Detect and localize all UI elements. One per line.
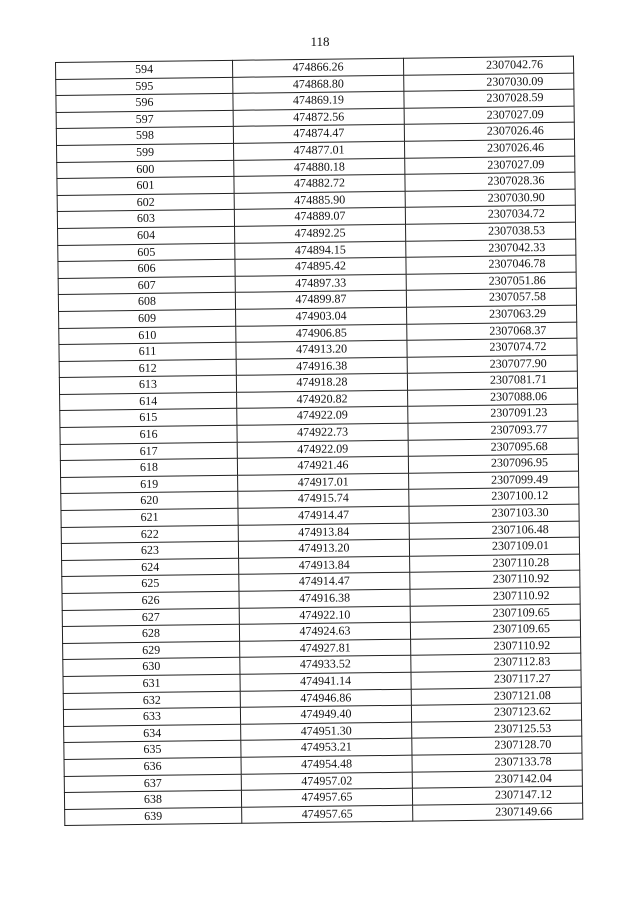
point-number-cell: 635 xyxy=(64,741,241,760)
y-coordinate-cell: 2307026.46 xyxy=(404,123,574,142)
y-coordinate-cell: 2307147.12 xyxy=(412,786,582,805)
point-number-cell: 603 xyxy=(57,210,234,229)
y-coordinate-cell: 2307109.01 xyxy=(409,537,579,556)
y-coordinate-cell: 2307081.71 xyxy=(407,371,577,390)
y-coordinate-cell: 2307110.92 xyxy=(410,587,580,606)
x-coordinate-cell: 474914.47 xyxy=(239,573,410,592)
point-number-cell: 631 xyxy=(63,674,240,693)
x-coordinate-cell: 474949.40 xyxy=(240,705,411,724)
y-coordinate-cell: 2307095.68 xyxy=(408,438,578,457)
y-coordinate-cell: 2307117.27 xyxy=(411,670,581,689)
y-coordinate-cell: 2307034.72 xyxy=(405,205,575,224)
y-coordinate-cell: 2307110.28 xyxy=(410,554,580,573)
y-coordinate-cell: 2307026.46 xyxy=(404,139,574,158)
x-coordinate-cell: 474872.56 xyxy=(233,108,404,127)
x-coordinate-cell: 474882.72 xyxy=(234,174,405,193)
x-coordinate-cell: 474885.90 xyxy=(234,191,405,210)
y-coordinate-cell: 2307103.30 xyxy=(409,504,579,523)
y-coordinate-cell: 2307100.12 xyxy=(409,488,579,507)
x-coordinate-cell: 474914.47 xyxy=(238,506,409,525)
point-number-cell: 613 xyxy=(59,376,236,395)
point-number-cell: 597 xyxy=(56,110,233,129)
y-coordinate-cell: 2307074.72 xyxy=(407,338,577,357)
x-coordinate-cell: 474924.63 xyxy=(239,622,410,641)
y-coordinate-cell: 2307030.09 xyxy=(404,73,574,92)
y-coordinate-cell: 2307112.83 xyxy=(411,653,581,672)
point-number-cell: 624 xyxy=(62,558,239,577)
x-coordinate-cell: 474877.01 xyxy=(234,141,405,160)
x-coordinate-cell: 474868.80 xyxy=(233,75,404,94)
point-number-cell: 612 xyxy=(59,359,236,378)
x-coordinate-cell: 474913.84 xyxy=(238,523,409,542)
point-number-cell: 594 xyxy=(56,60,233,79)
point-number-cell: 621 xyxy=(61,508,238,527)
x-coordinate-cell: 474880.18 xyxy=(234,158,405,177)
x-coordinate-cell: 474915.74 xyxy=(238,490,409,509)
point-number-cell: 595 xyxy=(56,77,233,96)
point-number-cell: 607 xyxy=(58,276,235,295)
point-number-cell: 638 xyxy=(64,790,241,809)
point-number-cell: 610 xyxy=(59,326,236,345)
point-number-cell: 605 xyxy=(58,243,235,262)
x-coordinate-cell: 474922.10 xyxy=(239,606,410,625)
x-coordinate-cell: 474913.20 xyxy=(236,340,407,359)
point-number-cell: 629 xyxy=(63,641,240,660)
x-coordinate-cell: 474951.30 xyxy=(241,722,412,741)
x-coordinate-cell: 474918.28 xyxy=(236,374,407,393)
x-coordinate-cell: 474917.01 xyxy=(238,473,409,492)
y-coordinate-cell: 2307077.90 xyxy=(407,355,577,374)
y-coordinate-cell: 2307133.78 xyxy=(412,753,582,772)
x-coordinate-cell: 474954.48 xyxy=(241,755,412,774)
point-number-cell: 617 xyxy=(60,442,237,461)
point-number-cell: 622 xyxy=(61,525,238,544)
point-number-cell: 616 xyxy=(60,425,237,444)
point-number-cell: 614 xyxy=(60,392,237,411)
x-coordinate-cell: 474916.38 xyxy=(236,357,407,376)
y-coordinate-cell: 2307030.90 xyxy=(405,189,575,208)
x-coordinate-cell: 474957.65 xyxy=(241,788,412,807)
y-coordinate-cell: 2307125.53 xyxy=(412,720,582,739)
x-coordinate-cell: 474922.09 xyxy=(237,407,408,426)
point-number-cell: 596 xyxy=(56,94,233,113)
x-coordinate-cell: 474913.20 xyxy=(238,539,409,558)
point-number-cell: 634 xyxy=(64,724,241,743)
y-coordinate-cell: 2307142.04 xyxy=(412,770,582,789)
point-number-cell: 611 xyxy=(59,342,236,361)
x-coordinate-cell: 474899.87 xyxy=(235,291,406,310)
y-coordinate-cell: 2307096.95 xyxy=(408,454,578,473)
point-number-cell: 599 xyxy=(57,143,234,162)
x-coordinate-cell: 474869.19 xyxy=(233,91,404,110)
y-coordinate-cell: 2307051.86 xyxy=(406,272,576,291)
point-number-cell: 633 xyxy=(63,707,240,726)
point-number-cell: 636 xyxy=(64,757,241,776)
y-coordinate-cell: 2307028.36 xyxy=(405,172,575,191)
x-coordinate-cell: 474957.02 xyxy=(241,772,412,791)
point-number-cell: 618 xyxy=(60,459,237,478)
y-coordinate-cell: 2307057.58 xyxy=(406,288,576,307)
point-number-cell: 623 xyxy=(61,542,238,561)
y-coordinate-cell: 2307028.59 xyxy=(404,89,574,108)
y-coordinate-cell: 2307038.53 xyxy=(406,222,576,241)
y-coordinate-cell: 2307123.62 xyxy=(411,703,581,722)
x-coordinate-cell: 474866.26 xyxy=(232,58,403,77)
y-coordinate-cell: 2307121.08 xyxy=(411,687,581,706)
x-coordinate-cell: 474906.85 xyxy=(236,324,407,343)
y-coordinate-cell: 2307109.65 xyxy=(410,604,580,623)
y-coordinate-cell: 2307068.37 xyxy=(407,322,577,341)
point-number-cell: 627 xyxy=(62,608,239,627)
point-number-cell: 637 xyxy=(64,774,241,793)
coordinates-table-body xyxy=(56,56,583,826)
y-coordinate-cell: 2307027.09 xyxy=(404,106,574,125)
x-coordinate-cell: 474920.82 xyxy=(237,390,408,409)
point-number-cell: 632 xyxy=(63,691,240,710)
point-number-cell: 601 xyxy=(57,176,234,195)
coordinates-table xyxy=(55,56,583,827)
x-coordinate-cell: 474897.33 xyxy=(235,274,406,293)
y-coordinate-cell: 2307063.29 xyxy=(407,305,577,324)
x-coordinate-cell: 474927.81 xyxy=(240,639,411,658)
y-coordinate-cell: 2307042.33 xyxy=(406,239,576,258)
y-coordinate-cell: 2307046.78 xyxy=(406,255,576,274)
point-number-cell: 620 xyxy=(61,492,238,511)
x-coordinate-cell: 474933.52 xyxy=(240,656,411,675)
point-number-cell: 600 xyxy=(57,160,234,179)
y-coordinate-cell: 2307042.76 xyxy=(403,56,573,75)
point-number-cell: 615 xyxy=(60,409,237,428)
y-coordinate-cell: 2307088.06 xyxy=(408,388,578,407)
point-number-cell: 598 xyxy=(56,127,233,146)
x-coordinate-cell: 474903.04 xyxy=(236,307,407,326)
y-coordinate-cell: 2307093.77 xyxy=(408,421,578,440)
point-number-cell: 625 xyxy=(62,575,239,594)
x-coordinate-cell: 474892.25 xyxy=(235,224,406,243)
point-number-cell: 606 xyxy=(58,259,235,278)
point-number-cell: 602 xyxy=(57,193,234,212)
x-coordinate-cell: 474916.38 xyxy=(239,589,410,608)
point-number-cell: 604 xyxy=(58,226,235,245)
point-number-cell: 609 xyxy=(59,309,236,328)
x-coordinate-cell: 474941.14 xyxy=(240,672,411,691)
point-number-cell: 608 xyxy=(58,293,235,312)
x-coordinate-cell: 474922.09 xyxy=(237,440,408,459)
x-coordinate-cell: 474957.65 xyxy=(242,805,413,824)
y-coordinate-cell: 2307106.48 xyxy=(409,521,579,540)
x-coordinate-cell: 474922.73 xyxy=(237,423,408,442)
point-number-cell: 630 xyxy=(63,658,240,677)
x-coordinate-cell: 474894.15 xyxy=(235,241,406,260)
y-coordinate-cell: 2307128.70 xyxy=(412,736,582,755)
point-number-cell: 619 xyxy=(61,475,238,494)
point-number-cell: 628 xyxy=(62,624,239,643)
x-coordinate-cell: 474921.46 xyxy=(237,456,408,475)
x-coordinate-cell: 474946.86 xyxy=(240,689,411,708)
y-coordinate-cell: 2307110.92 xyxy=(411,637,581,656)
x-coordinate-cell: 474895.42 xyxy=(235,257,406,276)
page-number: 118 xyxy=(310,34,330,49)
y-coordinate-cell: 2307109.65 xyxy=(410,620,580,639)
x-coordinate-cell: 474874.47 xyxy=(233,125,404,144)
y-coordinate-cell: 2307099.49 xyxy=(409,471,579,490)
point-number-cell: 626 xyxy=(62,591,239,610)
y-coordinate-cell: 2307027.09 xyxy=(405,156,575,175)
y-coordinate-cell: 2307110.92 xyxy=(410,571,580,590)
x-coordinate-cell: 474889.07 xyxy=(234,208,405,227)
point-number-cell: 639 xyxy=(65,807,242,826)
x-coordinate-cell: 474953.21 xyxy=(241,739,412,758)
y-coordinate-cell: 2307149.66 xyxy=(413,803,583,822)
x-coordinate-cell: 474913.84 xyxy=(239,556,410,575)
y-coordinate-cell: 2307091.23 xyxy=(408,405,578,424)
